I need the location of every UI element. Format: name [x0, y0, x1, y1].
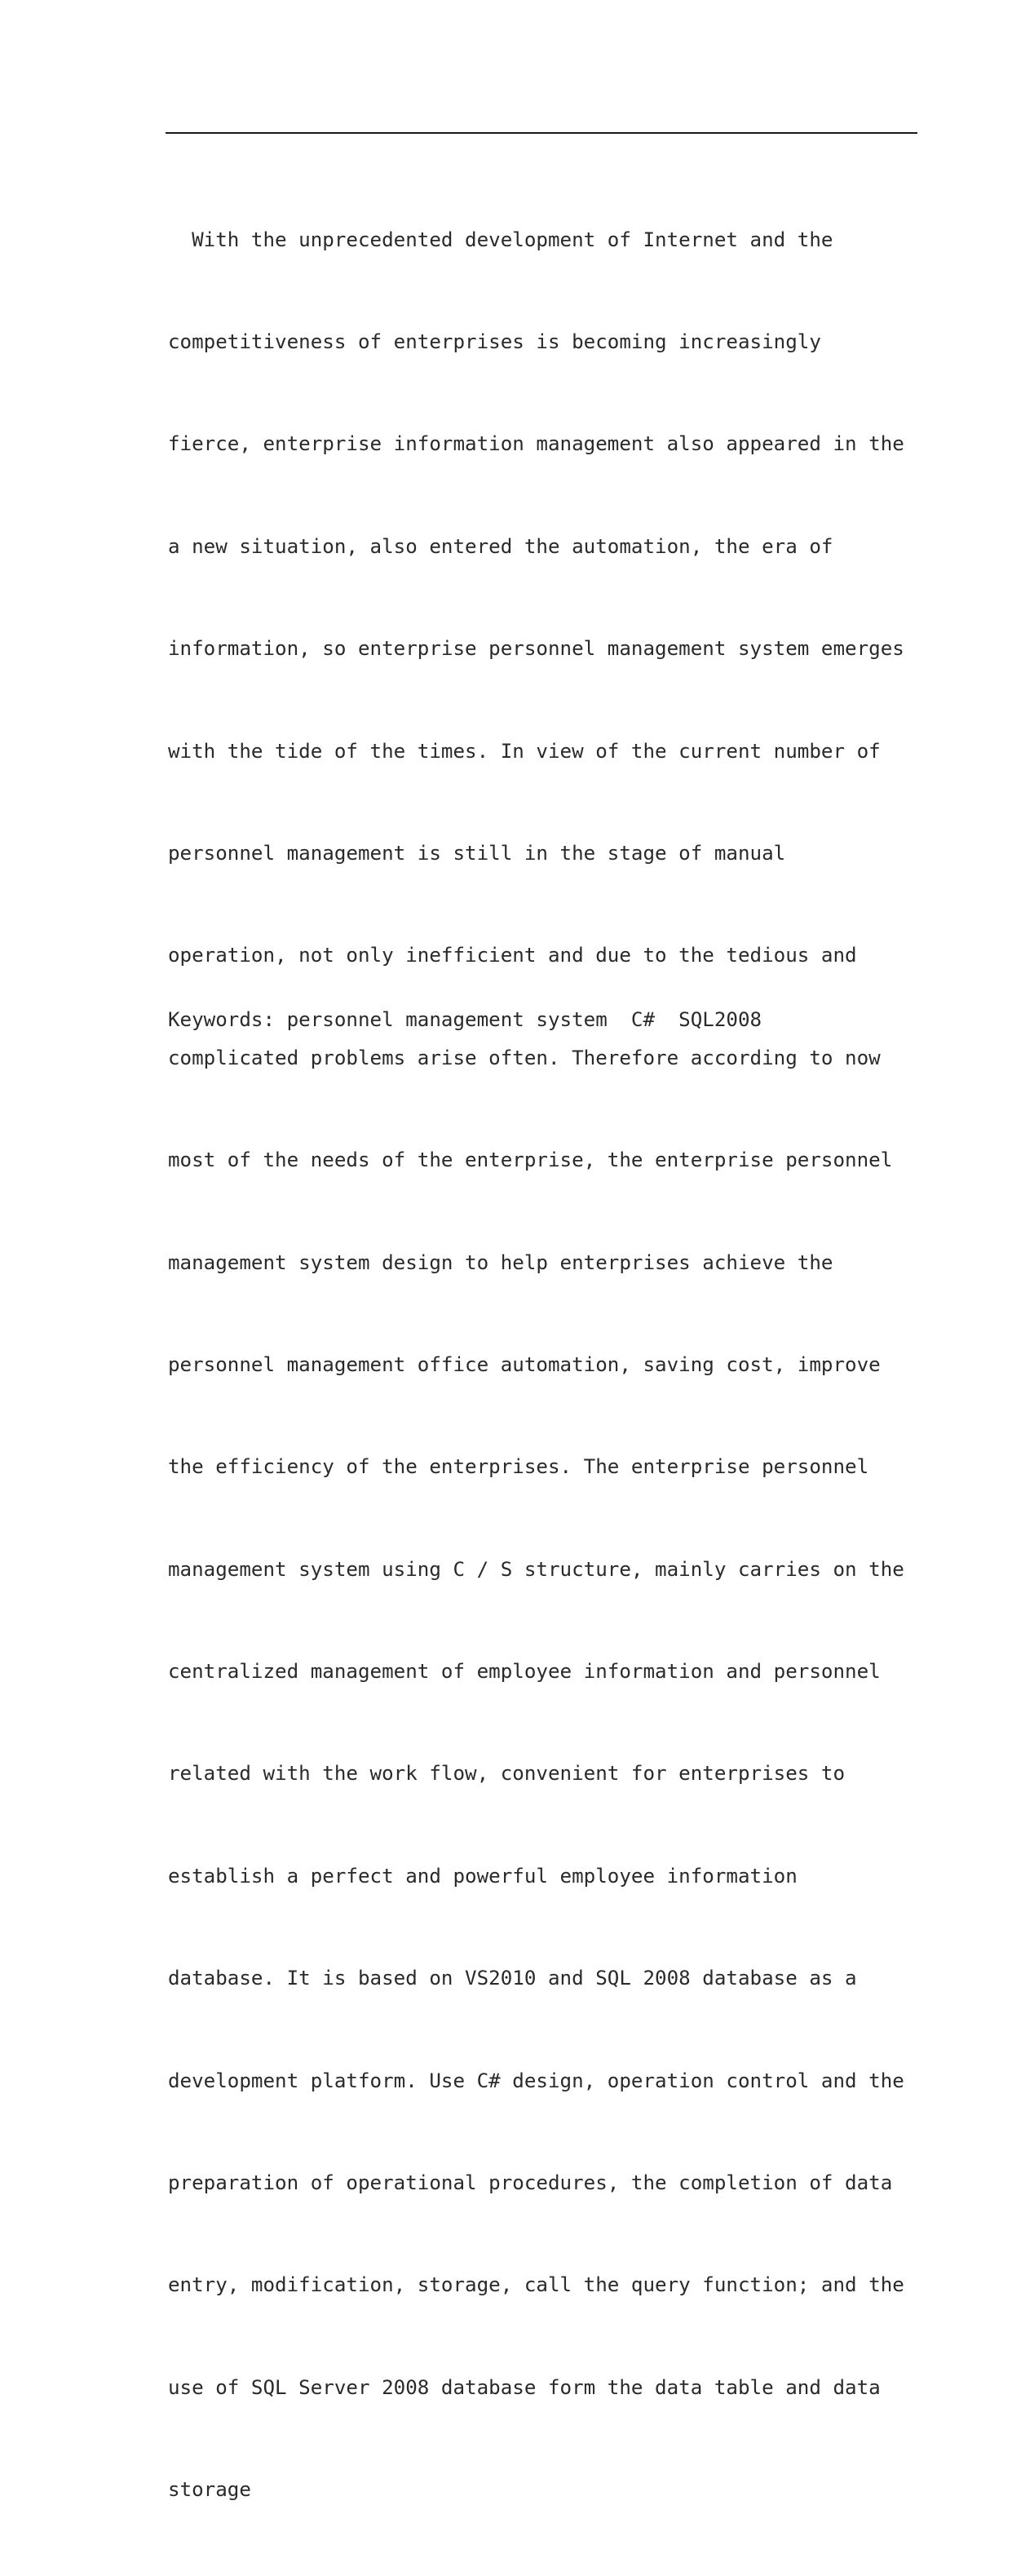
- abstract-line: a new situation, also entered the automation, the era of: [168, 534, 833, 558]
- abstract-line: competitiveness of enterprises is becoming increasingly: [168, 330, 821, 353]
- abstract-line: most of the needs of the enterprise, the enterprise personnel: [168, 1149, 893, 1172]
- abstract-line: personnel management is still in the stage of manual: [168, 841, 786, 865]
- abstract-line: information, so enterprise personnel management system emerges: [168, 637, 904, 661]
- abstract-line: with the tide of the times. In view of the current number of: [168, 739, 881, 763]
- abstract-line: operation, not only inefficient and due to the tedious and: [168, 944, 857, 967]
- abstract-line: fierce, enterprise information management also appeared in the: [168, 432, 904, 456]
- abstract-line: management system using C / S structure, mainly carries on the: [168, 1557, 904, 1581]
- header-divider: [166, 132, 917, 134]
- abstract-line: storage: [168, 2478, 251, 2502]
- abstract-line: use of SQL Server 2008 database form the data table and data: [168, 2375, 881, 2399]
- abstract-line: With the unprecedented development of Internet and the: [168, 228, 833, 251]
- abstract-line: personnel management office automation, saving cost, improve: [168, 1352, 881, 1376]
- abstract-line: entry, modification, storage, call the query function; and the: [168, 2273, 904, 2297]
- abstract-line: related with the work flow, convenient for enterprises to: [168, 1762, 846, 1786]
- abstract-line: the efficiency of the enterprises. The enterprise personnel: [168, 1455, 869, 1479]
- abstract-line: development platform. Use C# design, operation control and the: [168, 2069, 904, 2092]
- keywords-line: Keywords: personnel management system C# SQL2008: [168, 1008, 762, 1031]
- abstract-line: complicated problems arise often. Therefore according to now: [168, 1046, 881, 1069]
- abstract-line: database. It is based on VS2010 and SQL 2008 database as a: [168, 1967, 857, 1990]
- abstract-line: establish a perfect and powerful employee information: [168, 1864, 798, 1888]
- abstract-line: centralized management of employee information and personnel: [168, 1660, 881, 1684]
- abstract-body: [168, 155, 951, 2576]
- abstract-line: management system design to help enterprises achieve the: [168, 1250, 833, 1274]
- abstract-line: preparation of operational procedures, the completion of data: [168, 2171, 893, 2195]
